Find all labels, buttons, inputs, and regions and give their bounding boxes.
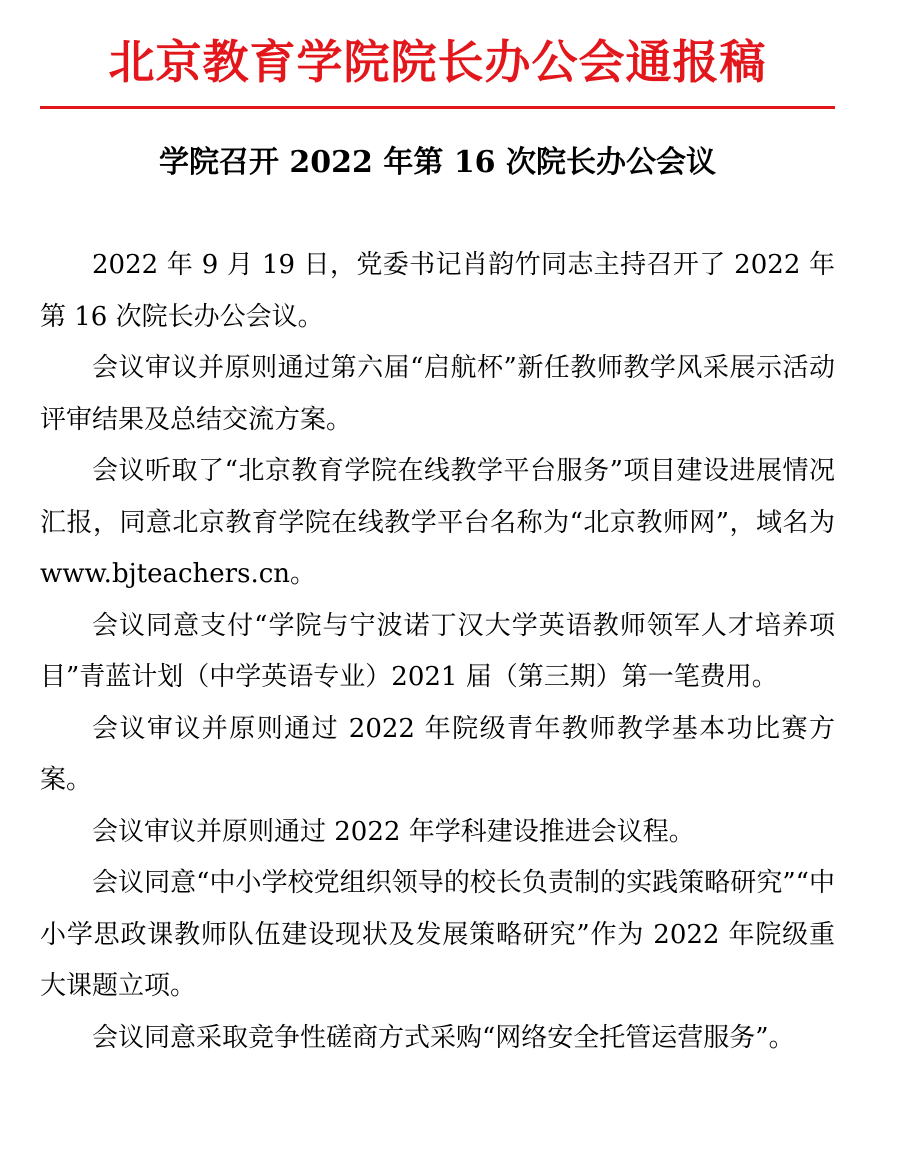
paragraph-security-procurement: 会议同意采取竞争性磋商方式采购“网络安全托管运营服务”。 — [92, 1022, 795, 1053]
paragraph-qihang-cup: 会议审议并原则通过第六届“启航杯”新任教师教学风采展示活动评审结果及总结交流方案。 — [40, 353, 835, 435]
paragraph-teaching-competition: 会议审议并原则通过 2022 年院级青年教师教学基本功比赛方案。 — [40, 713, 835, 795]
paragraph-nottingham-project: 会议同意支付“学院与宁波诺丁汉大学英语教师领军人才培养项目”青蓝计划（中学英语专业）2021 届（第三期）第一笔费用。 — [40, 610, 835, 692]
paragraph-discipline-meeting: 会议审议并原则通过 2022 年学科建设推进会议程。 — [92, 816, 695, 847]
document-body — [40, 240, 835, 1064]
paragraph-meeting-intro: 2022 年 9 月 19 日，党委书记肖韵竹同志主持召开了 2022 年第 16 次院长办公会议。 — [40, 250, 835, 332]
masthead-divider — [40, 106, 835, 109]
paragraph-online-platform: 会议听取了“北京教育学院在线教学平台服务”项目建设进展情况汇报，同意北京教育学院在线教学平台名称为“北京教师网”，域名为 www.bjteachers.cn。 — [40, 456, 835, 589]
paragraph-research-projects: 会议同意“中小学校党组织领导的校长负责制的实践策略研究”“中小学思政课教师队伍建设现状及发展策略研究”作为 2022 年院级重大课题立项。 — [40, 868, 835, 1001]
document-title: 学院召开 2022 年第 16 次院长办公会议 — [158, 145, 717, 180]
masthead-title: 北京教育学院院长办公会通报稿 — [108, 35, 767, 89]
